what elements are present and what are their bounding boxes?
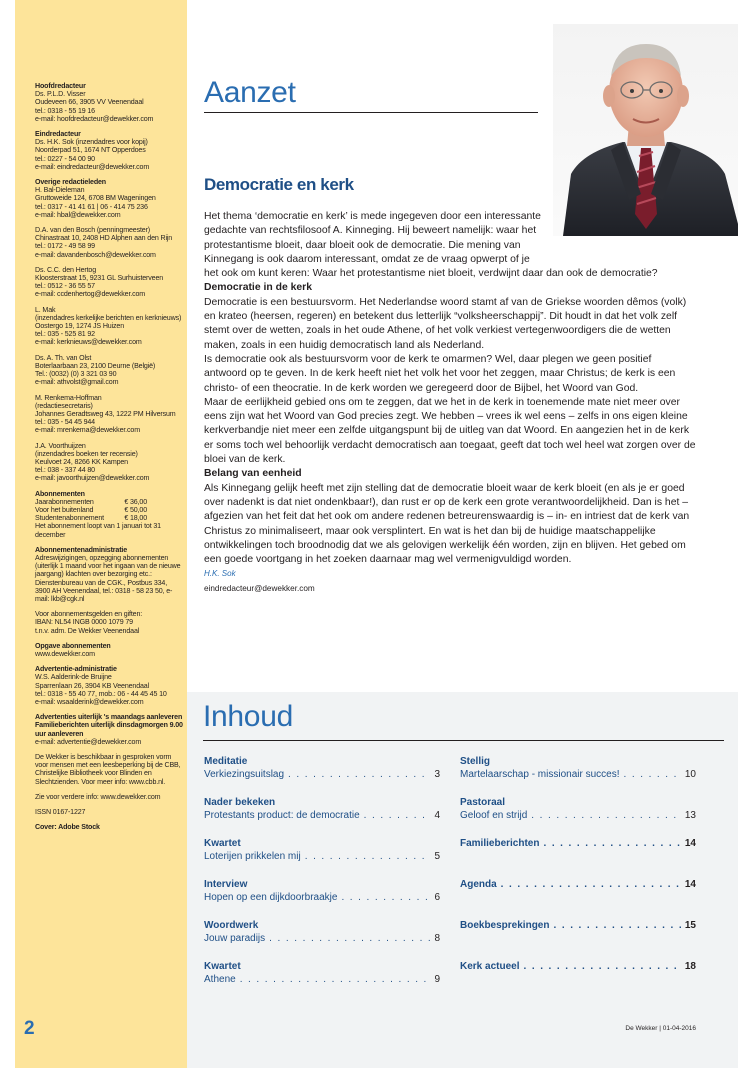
toc-entry-heading bbox=[204, 960, 440, 973]
colophon-line: e-mail: davandenbosch@dewekker.com bbox=[35, 250, 156, 259]
toc-heading-text: Kerk actueel bbox=[460, 961, 520, 972]
subscriptions-block bbox=[35, 490, 183, 539]
colophon-block bbox=[35, 82, 183, 123]
toc-heading-text: Agenda bbox=[460, 879, 497, 890]
toc-title-text: Loterijen prikkelen mij bbox=[204, 851, 301, 862]
colophon-line: Gruttoweide 124, 6708 BM Wageningen bbox=[35, 194, 156, 203]
colophon-line: e-mail: wsaalderink@dewekker.com bbox=[35, 698, 144, 706]
colophon-line: Ds. C.C. den Hertog bbox=[35, 265, 97, 274]
colophon-line: IBAN: NL54 INGB 0000 1079 79 bbox=[35, 618, 133, 627]
toc-page-number: 6 bbox=[434, 892, 440, 903]
colophon-line: tel.: 035 - 525 81 92 bbox=[35, 330, 95, 339]
colophon bbox=[35, 82, 183, 838]
colophon-line: Ds. P.L.D. Visser bbox=[35, 90, 86, 99]
subscription-price: € 50,00 bbox=[124, 505, 147, 514]
toc-heading-text: Interview bbox=[204, 879, 248, 890]
colophon-block bbox=[35, 642, 183, 658]
colophon-line: Kloosterstraat 15, 9231 GL Surhuisterveen bbox=[35, 274, 164, 283]
toc-entry-heading bbox=[460, 919, 696, 932]
subscription-label: Jaarabonnementen bbox=[35, 497, 94, 506]
colophon-block bbox=[35, 442, 183, 483]
toc-page-number: 3 bbox=[434, 769, 440, 780]
page-number: 2 bbox=[24, 1018, 35, 1039]
toc-entry[interactable] bbox=[460, 837, 696, 878]
colophon-line: Familieberichten uiterlijk dinsdagmorgen 9.00 uur aanleveren bbox=[35, 721, 183, 738]
toc-heading-text: Nader bekeken bbox=[204, 797, 276, 808]
colophon-line: (inzendadres boeken ter recensie) bbox=[35, 449, 138, 458]
toc-title-text: Martelaarschap - missionair succes! bbox=[460, 769, 620, 780]
toc-entry-heading bbox=[460, 878, 696, 891]
toc-title-text: Verkiezingsuitslag bbox=[204, 769, 285, 780]
article-intro-last: het ook om kunt keren: Waar het protestantisme niet bloeit, verdwijnt daar dan ook de democratie? bbox=[204, 268, 658, 280]
colophon-line: Hoofdredacteur bbox=[35, 82, 86, 90]
toc-entry-title bbox=[204, 973, 440, 986]
toc-entry[interactable] bbox=[460, 796, 696, 837]
toc-entry-heading bbox=[460, 837, 696, 850]
toc-entry[interactable] bbox=[204, 796, 440, 837]
toc-leader bbox=[553, 919, 680, 932]
colophon-block bbox=[35, 306, 183, 347]
colophon-line: Boterlaarbaan 23, 2100 Deurne (België) bbox=[35, 361, 156, 370]
colophon-block bbox=[35, 130, 183, 171]
toc-leader bbox=[501, 878, 681, 891]
colophon-sidebar bbox=[15, 0, 187, 1068]
toc-entry[interactable] bbox=[204, 960, 440, 1001]
colophon-line: Eindredacteur bbox=[35, 130, 81, 139]
article-body bbox=[204, 210, 696, 596]
colophon-line: De Wekker is beschikbaar in gesproken vorm voor mensen met een leesbeperking bij de CBB, Christelijke Bibliotheek voor Blinden en Slechtzienden. Voor meer info: www.cbb.nl. bbox=[35, 753, 181, 786]
colophon-line: e-mail: hbal@dewekker.com bbox=[35, 210, 121, 219]
toc-page-number: 18 bbox=[684, 961, 696, 972]
colophon-line: e-mail: advertentie@dewekker.com bbox=[35, 737, 142, 746]
toc-heading-text: Kwartet bbox=[204, 961, 241, 972]
toc-entry[interactable] bbox=[204, 919, 440, 960]
colophon-line: Ds. H.K. Sok (inzendadres voor kopij) bbox=[35, 138, 148, 147]
colophon-line: H. Bal-Dieleman bbox=[35, 186, 85, 195]
colophon-block bbox=[35, 823, 183, 831]
paragraph: Democratie is een bestuursvorm. Het Nederlandse woord stamt af van de Griekse woorden dêmos (volk) en krateo (heersen, regeren) en betekent dus letterlijk “volksheerschappij”. Dit houdt in dat het volk zelf stemt over de wetten, zoals in het oude Athene, of het volk verkiest vertegenwoordigers die de wetten maken, zoals in een huidig democratisch land als Nederland. bbox=[204, 296, 687, 351]
toc-entry[interactable] bbox=[460, 878, 696, 919]
colophon-line: W.S. Aalderink-de Bruijne bbox=[35, 673, 112, 682]
colophon-line: Voor abonnementsgelden en giften: bbox=[35, 610, 143, 619]
colophon-line: Oudeveen 66, 3905 VV Veenendaal bbox=[35, 98, 144, 107]
toc-page-number: 10 bbox=[684, 769, 696, 780]
colophon-line: Keulvoet 24, 8266 KK Kampen bbox=[35, 457, 128, 466]
colophon-line: Oostergo 19, 1274 JS Huizen bbox=[35, 322, 125, 331]
colophon-line: e-mail: mrenkema@dewekker.com bbox=[35, 426, 140, 435]
colophon-line: Het abonnement loopt van 1 januari tot 31 december bbox=[35, 522, 161, 539]
toc-page-number: 4 bbox=[434, 810, 440, 821]
toc-leader bbox=[523, 960, 680, 973]
toc-leader bbox=[288, 768, 430, 781]
colophon-line: Noorderpad 51, 1674 NT Opperdoes bbox=[35, 146, 146, 155]
toc-entry-title bbox=[460, 768, 696, 781]
section-rule bbox=[204, 112, 538, 113]
section-title-aanzet: Aanzet bbox=[204, 76, 296, 109]
toc-title-text: Geloof en strijd bbox=[460, 810, 528, 821]
toc-entry-heading bbox=[204, 796, 440, 809]
colophon-block bbox=[35, 753, 183, 786]
toc-title-text: Hopen op een dijkdoorbraakje bbox=[204, 892, 338, 903]
colophon-block bbox=[35, 266, 183, 299]
toc-column-left bbox=[204, 755, 440, 1001]
colophon-line: e-mail: kerknieuws@dewekker.com bbox=[35, 338, 142, 347]
toc-title-text: Jouw paradijs bbox=[204, 933, 266, 944]
toc-page-number: 14 bbox=[684, 838, 696, 849]
colophon-line: tel.: 0512 - 36 55 57 bbox=[35, 282, 95, 291]
toc-column-right bbox=[460, 755, 696, 1001]
toc-leader bbox=[305, 850, 431, 863]
colophon-block bbox=[35, 713, 183, 746]
toc-page-number: 5 bbox=[434, 851, 440, 862]
toc-entry-heading bbox=[460, 755, 696, 768]
colophon-line: Opgave abonnementen bbox=[35, 641, 111, 650]
colophon-line: (inzendadres kerkelijke berichten en kerknieuws) bbox=[35, 313, 182, 322]
page-footer: De Wekker | 01-04-2016 bbox=[625, 1025, 696, 1032]
colophon-line: tel.: 0318 - 55 40 77, mob.: 06 - 44 45 45 10 bbox=[35, 689, 167, 698]
colophon-block bbox=[35, 546, 183, 603]
toc-entry-heading bbox=[204, 755, 440, 768]
subscription-label: Voor het buitenland bbox=[35, 505, 94, 514]
toc-heading-text: Pastoraal bbox=[460, 797, 506, 808]
toc-leader bbox=[240, 973, 431, 986]
colophon-line: Abonnementenadministratie bbox=[35, 545, 128, 554]
toc-page-number: 9 bbox=[434, 974, 440, 985]
toc-title-text: Protestants product: de democratie bbox=[204, 810, 360, 821]
colophon-line: M. Renkema-Hoffman bbox=[35, 393, 102, 402]
colophon-line: tel.: 0318 - 55 19 16 bbox=[35, 106, 95, 115]
colophon-line: e-mail: hoofdredacteur@dewekker.com bbox=[35, 114, 154, 123]
colophon-line: Zie voor verdere info: www.dewekker.com bbox=[35, 792, 161, 801]
toc-heading-text: Meditatie bbox=[204, 756, 248, 767]
toc-heading-text: Stellig bbox=[460, 756, 491, 767]
colophon-line: Cover: Adobe Stock bbox=[35, 823, 100, 832]
colophon-line: t.n.v. adm. De Wekker Veenendaal bbox=[35, 626, 140, 635]
subscription-row bbox=[35, 498, 147, 506]
toc-entry-heading bbox=[460, 960, 696, 973]
toc-leader bbox=[624, 768, 681, 781]
toc-entry-heading bbox=[460, 796, 696, 809]
colophon-line: Advertenties uiterlijk 's maandags aanleveren bbox=[35, 713, 183, 722]
toc-page-number: 14 bbox=[684, 879, 696, 890]
colophon-line: Advertentie-administratie bbox=[35, 665, 117, 674]
toc-entry-title bbox=[204, 768, 440, 781]
section-title-inhoud: Inhoud bbox=[203, 700, 293, 733]
toc-entry-heading bbox=[204, 837, 440, 850]
author-portrait bbox=[553, 24, 738, 236]
toc-leader bbox=[364, 809, 431, 822]
colophon-line: Overige redactieleden bbox=[35, 178, 106, 187]
subscription-row bbox=[35, 514, 147, 522]
article-title: Democratie en kerk bbox=[204, 175, 354, 194]
toc-page-number: 15 bbox=[684, 920, 696, 931]
colophon-line: Tel.: (0032) (0) 3 321 03 90 bbox=[35, 370, 117, 379]
subheading-democratie-in-de-kerk: Democratie in de kerk bbox=[204, 282, 312, 294]
toc-heading-text: Woordwerk bbox=[204, 920, 259, 931]
colophon-block bbox=[35, 226, 183, 259]
colophon-line: tel.: 0172 - 49 58 99 bbox=[35, 242, 95, 251]
article-intro: Het thema ‘democratie en kerk’ is mede ingegeven door een interessante gedachte van rechtsfilosoof A. Kinneging. Hij beweert namelijk: waar het protestantisme bloeit, daar bloeit ook de democratie. Die mening van Kinnegang is ook daarom interessant, omdat ze de vraag opwerpt of je bbox=[204, 211, 541, 265]
colophon-block bbox=[35, 394, 183, 435]
paragraph: Maar de eerlijkheid gebied ons om te zeggen, dat we het in de kerk in toenemende mate niet meer over eens zijn wat het Woord van God precies zegt. We hebben – vrees ik wel eens – zelfs in ons eigen kleine kerkverbandje niet meer een zelfde uitgangspunt bij de uitleg van dat Woord. En aangezien het in de kerk er soms toch wel behoorlijk verdacht democratisch aan toegaat, geeft dat toch wel heel wat zorgen over de bloei van de kerk. bbox=[204, 396, 696, 466]
colophon-block bbox=[35, 808, 183, 816]
toc-entry[interactable] bbox=[460, 919, 696, 960]
toc-entry[interactable] bbox=[460, 960, 696, 1001]
colophon-line: e-mail: athvolst@gmail.com bbox=[35, 378, 119, 387]
toc-entry[interactable] bbox=[204, 837, 440, 878]
subscription-price: € 36,00 bbox=[124, 497, 147, 506]
toc-page-number: 13 bbox=[684, 810, 696, 821]
colophon-line: ISSN 0167-1227 bbox=[35, 808, 86, 817]
toc-heading-text: Kwartet bbox=[204, 838, 241, 849]
toc-entry[interactable] bbox=[460, 755, 696, 796]
toc-entry-title bbox=[204, 891, 440, 904]
colophon-line: tel.: 035 - 54 45 944 bbox=[35, 418, 95, 427]
section-rule bbox=[203, 740, 724, 741]
colophon-line: Adreswijzigingen, opzegging abonnementen (uiterlijk 1 maand voor het ingaan van de nieuwe jaargang) klachten over bezorging etc.: Dienstenbureau van de CGK., Postbus 334, 3900 AH Veenendaal, tel.: 0318 - 58 23 50, e-mail: lkb@cgk.nl bbox=[35, 553, 181, 603]
toc-entry-title bbox=[204, 850, 440, 863]
colophon-block bbox=[35, 178, 183, 219]
author-email: eindredacteur@dewekker.com bbox=[204, 583, 315, 593]
toc-title-text: Athene bbox=[204, 974, 236, 985]
colophon-line: tel.: 038 - 337 44 80 bbox=[35, 466, 95, 475]
colophon-line: tel.: 0227 - 54 00 90 bbox=[35, 154, 95, 163]
colophon-block bbox=[35, 610, 183, 635]
colophon-line: e-mail: eindredacteur@dewekker.com bbox=[35, 162, 150, 171]
colophon-block bbox=[35, 665, 183, 706]
toc-entry-heading bbox=[204, 878, 440, 891]
colophon-line: e-mail: ccdenhertog@dewekker.com bbox=[35, 290, 146, 299]
subscription-price: € 18,00 bbox=[124, 514, 147, 523]
colophon-line: Abonnementen bbox=[35, 489, 85, 498]
toc-entry-heading bbox=[204, 919, 440, 932]
paragraph: Is democratie ook als bestuursvorm voor de kerk te omarmen? Wel, daar plegen we geen positief antwoord op te geven. In de kerk heeft niet het volk het voor het zeggen, maar Christus; de kerk is een christo- of een theocratie. In de kerk worden we geregeerd door de Bijbel, het Woord van God. bbox=[204, 353, 676, 394]
toc-page-number: 8 bbox=[434, 933, 440, 944]
toc-entry-title bbox=[460, 809, 696, 822]
colophon-line: Chinastraat 10, 2408 HD Alphen aan den Rijn bbox=[35, 234, 173, 243]
colophon-line: Johannes Geradtsweg 43, 1222 PM Hilversum bbox=[35, 409, 176, 418]
toc-entry-title bbox=[204, 932, 440, 945]
toc-leader bbox=[543, 837, 680, 850]
toc-entry[interactable] bbox=[204, 755, 440, 796]
colophon-line: e-mail: javoorthuijzen@dewekker.com bbox=[35, 474, 150, 483]
toc-leader bbox=[269, 932, 430, 945]
colophon-line: (redactiesecretaris) bbox=[35, 401, 93, 410]
toc-entry[interactable] bbox=[204, 878, 440, 919]
toc-heading-text: Familieberichten bbox=[460, 838, 540, 849]
colophon-line: J.A. Voorthuijzen bbox=[35, 441, 86, 450]
subscription-row bbox=[35, 506, 147, 514]
paragraph: Als Kinnegang gelijk heeft met zijn stelling dat de democratie bloeit waar de kerk bloeit (en als je er goed over nadenkt is dat niet ondenkbaar!), dan rust er op de kerk een grote verantwoordelijkheid. Dan is het – afgezien van het feit dat het ook om andere redenen betreurenswaardig is – in- en intriest dat de kerk van Christus zo minimaliseert, maar ook versplintert. En wat is het dan bij de huidige maatschappelijke ontwikkelingen toch broodnodig dat we als gelovigen werkelijk één worden, zijn en blijven. Het gebed om een goede voortgang in het zoeken daarnaar mag wel vermenigvuldigd worden. bbox=[204, 482, 690, 566]
toc-entry-title bbox=[204, 809, 440, 822]
colophon-line: tel.: 0317 - 41 41 61 | 06 - 414 75 236 bbox=[35, 202, 148, 211]
colophon-line: Ds. A. Th. van Olst bbox=[35, 353, 92, 362]
toc-heading-text: Boekbesprekingen bbox=[460, 920, 550, 931]
colophon-line: Sparrenlaan 26, 3904 KB Veenendaal bbox=[35, 681, 150, 690]
portrait-illustration bbox=[553, 24, 738, 236]
colophon-block bbox=[35, 354, 183, 387]
colophon-line: L. Mak bbox=[35, 305, 56, 314]
subheading-belang-van-eenheid: Belang van eenheid bbox=[204, 468, 302, 480]
toc-leader bbox=[531, 809, 681, 822]
colophon-line: www.dewekker.com bbox=[35, 649, 95, 658]
toc-leader bbox=[341, 891, 430, 904]
author-signature: H.K. Sok bbox=[204, 569, 236, 579]
colophon-block bbox=[35, 793, 183, 801]
colophon-line: D.A. van den Bosch (penningmeester) bbox=[35, 226, 151, 235]
subscription-label: Studentenabonnement bbox=[35, 514, 104, 523]
